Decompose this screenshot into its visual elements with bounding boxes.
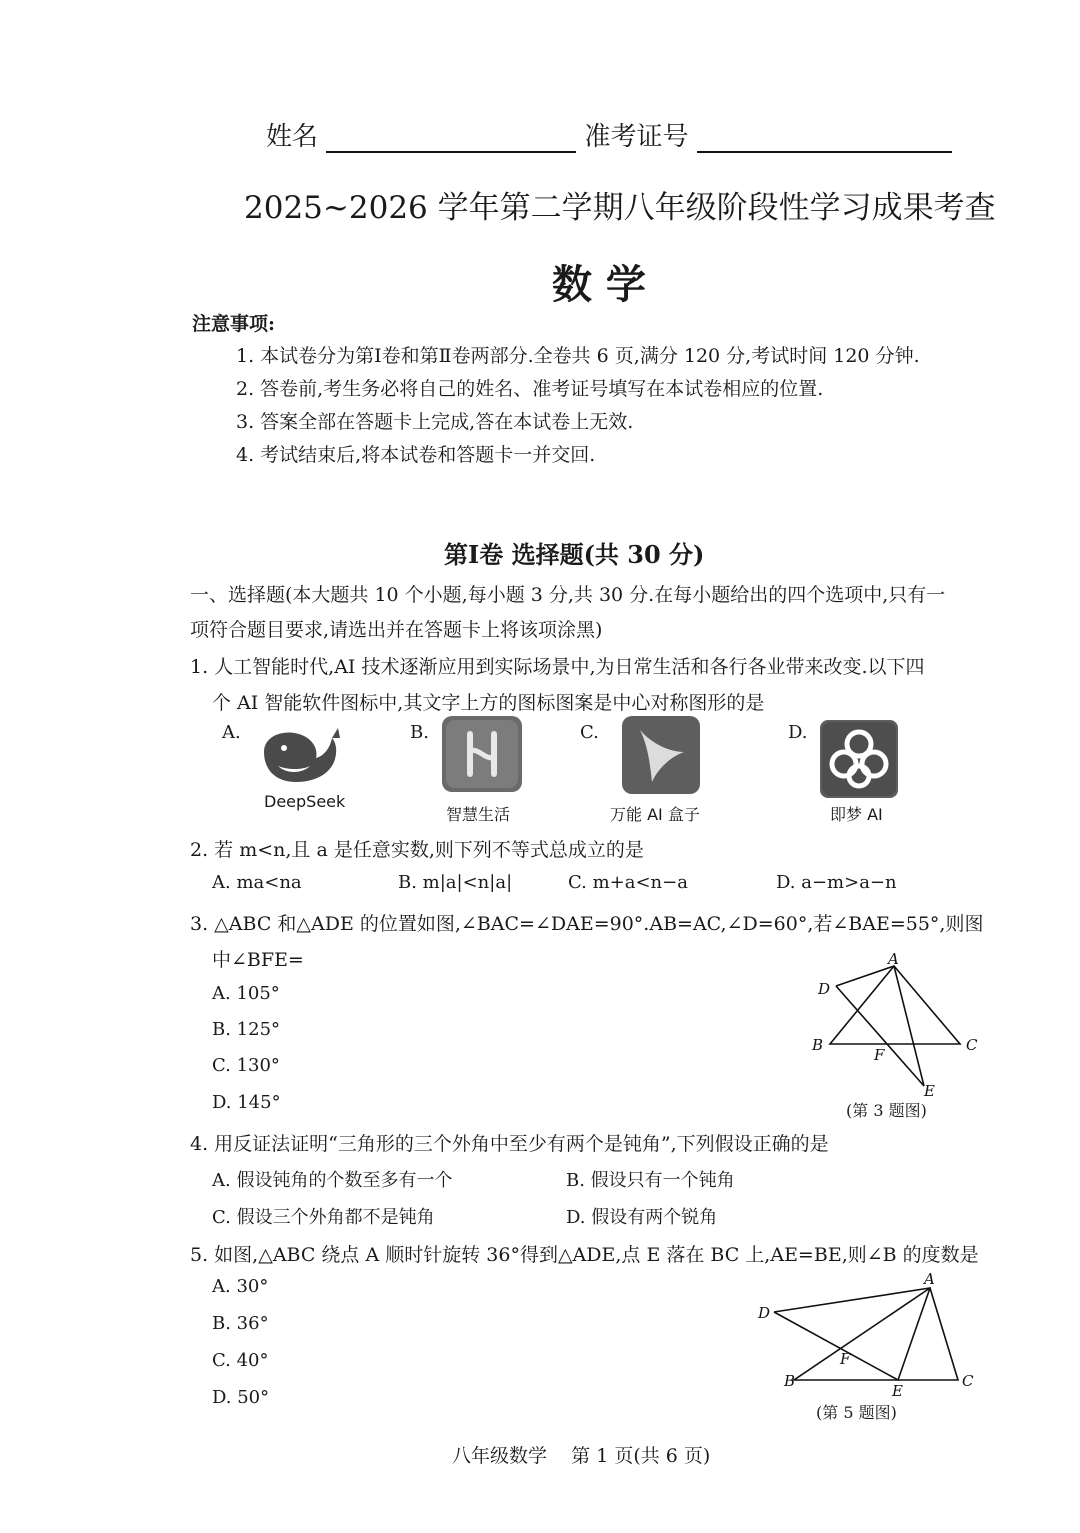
- q1-option-d-letter: D.: [788, 722, 808, 743]
- q2-option-d: D. a−m>a−n: [776, 872, 897, 893]
- q5-option-d: D. 50°: [212, 1387, 270, 1408]
- section-instruction-2: 项符合题目要求,请选出并在答题卡上将该项涂黑): [190, 619, 603, 641]
- q3-label-a: A: [888, 950, 899, 968]
- q2-stem: 2. 若 m<n,且 a 是任意实数,则下列不等式总成立的是: [190, 839, 644, 861]
- name-field: [266, 116, 952, 153]
- q3-figure-caption: (第 3 题图): [846, 1101, 927, 1120]
- q1-option-d-caption: 即梦 AI: [830, 805, 883, 824]
- q5-figure-caption: (第 5 题图): [816, 1403, 897, 1422]
- q5-option-a: A. 30°: [212, 1276, 269, 1297]
- id-blank: [697, 121, 952, 153]
- q5-label-a: A: [924, 1270, 935, 1288]
- q3-label-f: F: [874, 1046, 885, 1064]
- notice-item-4: 4. 考试结束后,将本试卷和答题卡一并交回.: [236, 444, 596, 466]
- q3-label-b: B: [812, 1036, 824, 1054]
- q5-option-b: B. 36°: [212, 1313, 269, 1334]
- curved-triangle-icon: [622, 716, 700, 794]
- notice-item-2: 2. 答卷前,考生务必将自己的姓名、准考证号填写在本试卷相应的位置.: [236, 378, 824, 400]
- q3-option-d: D. 145°: [212, 1092, 281, 1113]
- q1-option-a-letter: A.: [222, 722, 241, 743]
- section-title: 第Ⅰ卷 选择题(共 30 分): [444, 540, 705, 569]
- q5-label-d: D: [758, 1304, 771, 1322]
- q2-option-a: A. ma<na: [212, 872, 302, 893]
- q1-option-b-letter: B.: [410, 722, 429, 743]
- notice-item-1: 1. 本试卷分为第Ⅰ卷和第Ⅱ卷两部分.全卷共 6 页,满分 120 分,考试时间 120 分钟.: [236, 345, 920, 367]
- q1-stem-2: 个 AI 智能软件图标中,其文字上方的图标图案是中心对称图形的是: [212, 692, 765, 714]
- q3-stem-2: 中∠BFE=: [212, 949, 304, 971]
- q4-option-c: C. 假设三个外角都不是钝角: [212, 1207, 435, 1228]
- subject-title: 数 学: [552, 261, 646, 308]
- exam-title: 2025~2026 学年第二学期八年级阶段性学习成果考查: [244, 190, 996, 226]
- q5-label-b: B: [784, 1372, 796, 1390]
- name-label: 姓名: [266, 122, 319, 152]
- q5-label-e: E: [892, 1382, 903, 1400]
- q1-option-a-caption: DeepSeek: [264, 792, 346, 811]
- q5-label-f: F: [840, 1350, 851, 1368]
- q2-option-c: C. m+a<n−a: [568, 872, 688, 893]
- notice-title: 注意事项:: [192, 313, 276, 335]
- q1-option-c-letter: C.: [580, 722, 599, 743]
- id-label: 准考证号: [584, 122, 689, 152]
- q2-option-b: B. m|a|<n|a|: [398, 872, 513, 893]
- notice-item-3: 3. 答案全部在答题卡上完成,答在本试卷上无效.: [236, 411, 634, 433]
- q3-label-e: E: [924, 1082, 935, 1098]
- whale-icon: [258, 722, 342, 788]
- name-blank: [326, 121, 576, 153]
- section-instruction-1: 一、选择题(本大题共 10 个小题,每小题 3 分,共 30 分.在每小题给出的四个选项中,只有一: [190, 584, 946, 606]
- q5-label-c: C: [962, 1372, 974, 1390]
- q5-option-c: C. 40°: [212, 1350, 269, 1371]
- q3-option-a: A. 105°: [212, 983, 280, 1004]
- q3-option-b: B. 125°: [212, 1019, 281, 1040]
- page-footer: 八年级数学 第 1 页(共 6 页): [452, 1445, 711, 1467]
- knot-icon: [820, 720, 898, 798]
- q3-stem-1: 3. △ABC 和△ADE 的位置如图,∠BAC=∠DAE=90°.AB=AC,∠D=60°,若∠BAE=55°,则图: [190, 913, 984, 935]
- q3-label-d: D: [818, 980, 831, 998]
- q4-option-a: A. 假设钝角的个数至多有一个: [212, 1170, 453, 1191]
- q3-option-c: C. 130°: [212, 1055, 280, 1076]
- q5-figure: [752, 1268, 982, 1402]
- q1-stem-1: 1. 人工智能时代,AI 技术逐渐应用到实际场景中,为日常生活和各行各业带来改变.以下四: [190, 656, 925, 678]
- q1-option-b-caption: 智慧生活: [446, 805, 511, 824]
- q4-stem: 4. 用反证法证明“三角形的三个外角中至少有两个是钝角”,下列假设正确的是: [190, 1133, 829, 1155]
- q3-label-c: C: [966, 1036, 978, 1054]
- q1-option-c-caption: 万能 AI 盒子: [610, 805, 700, 824]
- q3-figure: [800, 946, 1000, 1098]
- q4-option-b: B. 假设只有一个钝角: [566, 1170, 735, 1191]
- q5-stem: 5. 如图,△ABC 绕点 A 顺时针旋转 36°得到△ADE,点 E 落在 BC 上,AE=BE,则∠B 的度数是: [190, 1244, 979, 1266]
- h-link-icon: [442, 716, 522, 792]
- q4-option-d: D. 假设有两个锐角: [566, 1207, 718, 1228]
